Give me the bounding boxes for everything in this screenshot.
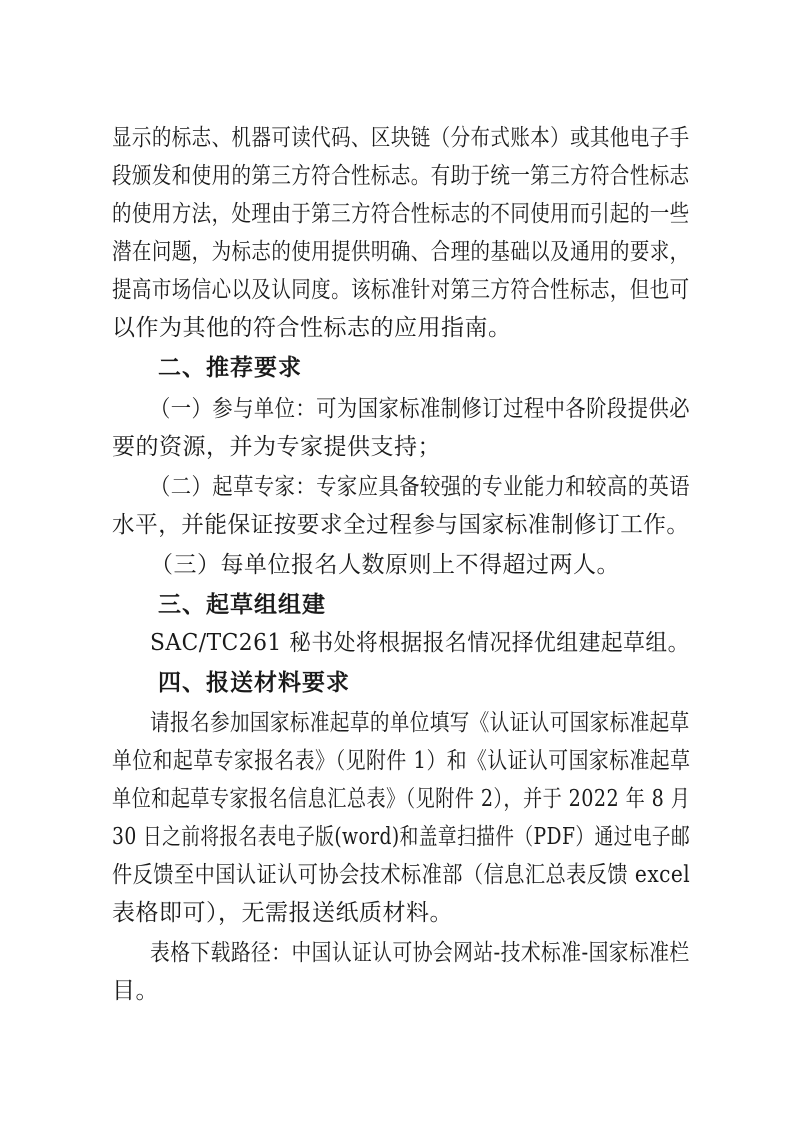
item3-line: （三）每单位报名人数原则上不得超过两人。 xyxy=(150,552,620,578)
materials-line-5: 件反馈至中国认证认可协会技术标准部（信息汇总表反馈 excel xyxy=(112,862,691,888)
download-line-1: 表格下载路径：中国认证认可协会网站-技术标准-国家标准栏 xyxy=(150,940,690,966)
intro-line-6: 以作为其他的符合性标志的应用指南。 xyxy=(112,315,512,341)
materials-line-3: 单位和起草专家报名信息汇总表》（见附件 2），并于 2022 年 8 月 xyxy=(112,786,691,812)
materials-line-6: 表格即可），无需报送纸质材料。 xyxy=(112,900,453,926)
intro-line-4: 潜在问题，为标志的使用提供明确、合理的基础以及通用的要求， xyxy=(112,239,690,265)
section-heading-recommend: 二、推荐要求 xyxy=(158,355,302,381)
intro-line-5: 提高市场信心以及认同度。该标准针对第三方符合性标志，但也可 xyxy=(112,277,690,303)
item2-line-1: （二）起草专家：专家应具备较强的专业能力和较高的英语 xyxy=(150,474,691,500)
item1-line-2: 要的资源，并为专家提供支持； xyxy=(112,434,441,460)
section-heading-materials: 四、报送材料要求 xyxy=(158,670,350,696)
materials-line-2: 单位和起草专家报名表》（见附件 1）和《认证认可国家标准起草 xyxy=(112,748,691,774)
section-heading-drafting-group: 三、起草组组建 xyxy=(158,592,326,618)
download-line-2: 目。 xyxy=(112,978,159,1004)
drafting-group-text: SAC/TC261 秘书处将根据报名情况择优组建起草组。 xyxy=(150,630,690,656)
item2-line-2: 水平，并能保证按要求全过程参与国家标准制修订工作。 xyxy=(112,512,690,538)
intro-line-1: 显示的标志、机器可读代码、区块链（分布式账本）或其他电子手 xyxy=(112,125,690,151)
item1-line-1: （一）参与单位：可为国家标准制修订过程中各阶段提供必 xyxy=(150,396,691,422)
materials-line-4: 30 日之前将报名表电子版(word)和盖章扫描件（PDF）通过电子邮 xyxy=(112,824,691,850)
materials-line-1: 请报名参加国家标准起草的单位填写《认证认可国家标准起草 xyxy=(150,710,690,736)
intro-line-3: 的使用方法，处理由于第三方符合性标志的不同使用而引起的一些 xyxy=(112,201,690,227)
intro-line-2: 段颁发和使用的第三方符合性标志。有助于统一第三方符合性标志 xyxy=(112,163,690,189)
